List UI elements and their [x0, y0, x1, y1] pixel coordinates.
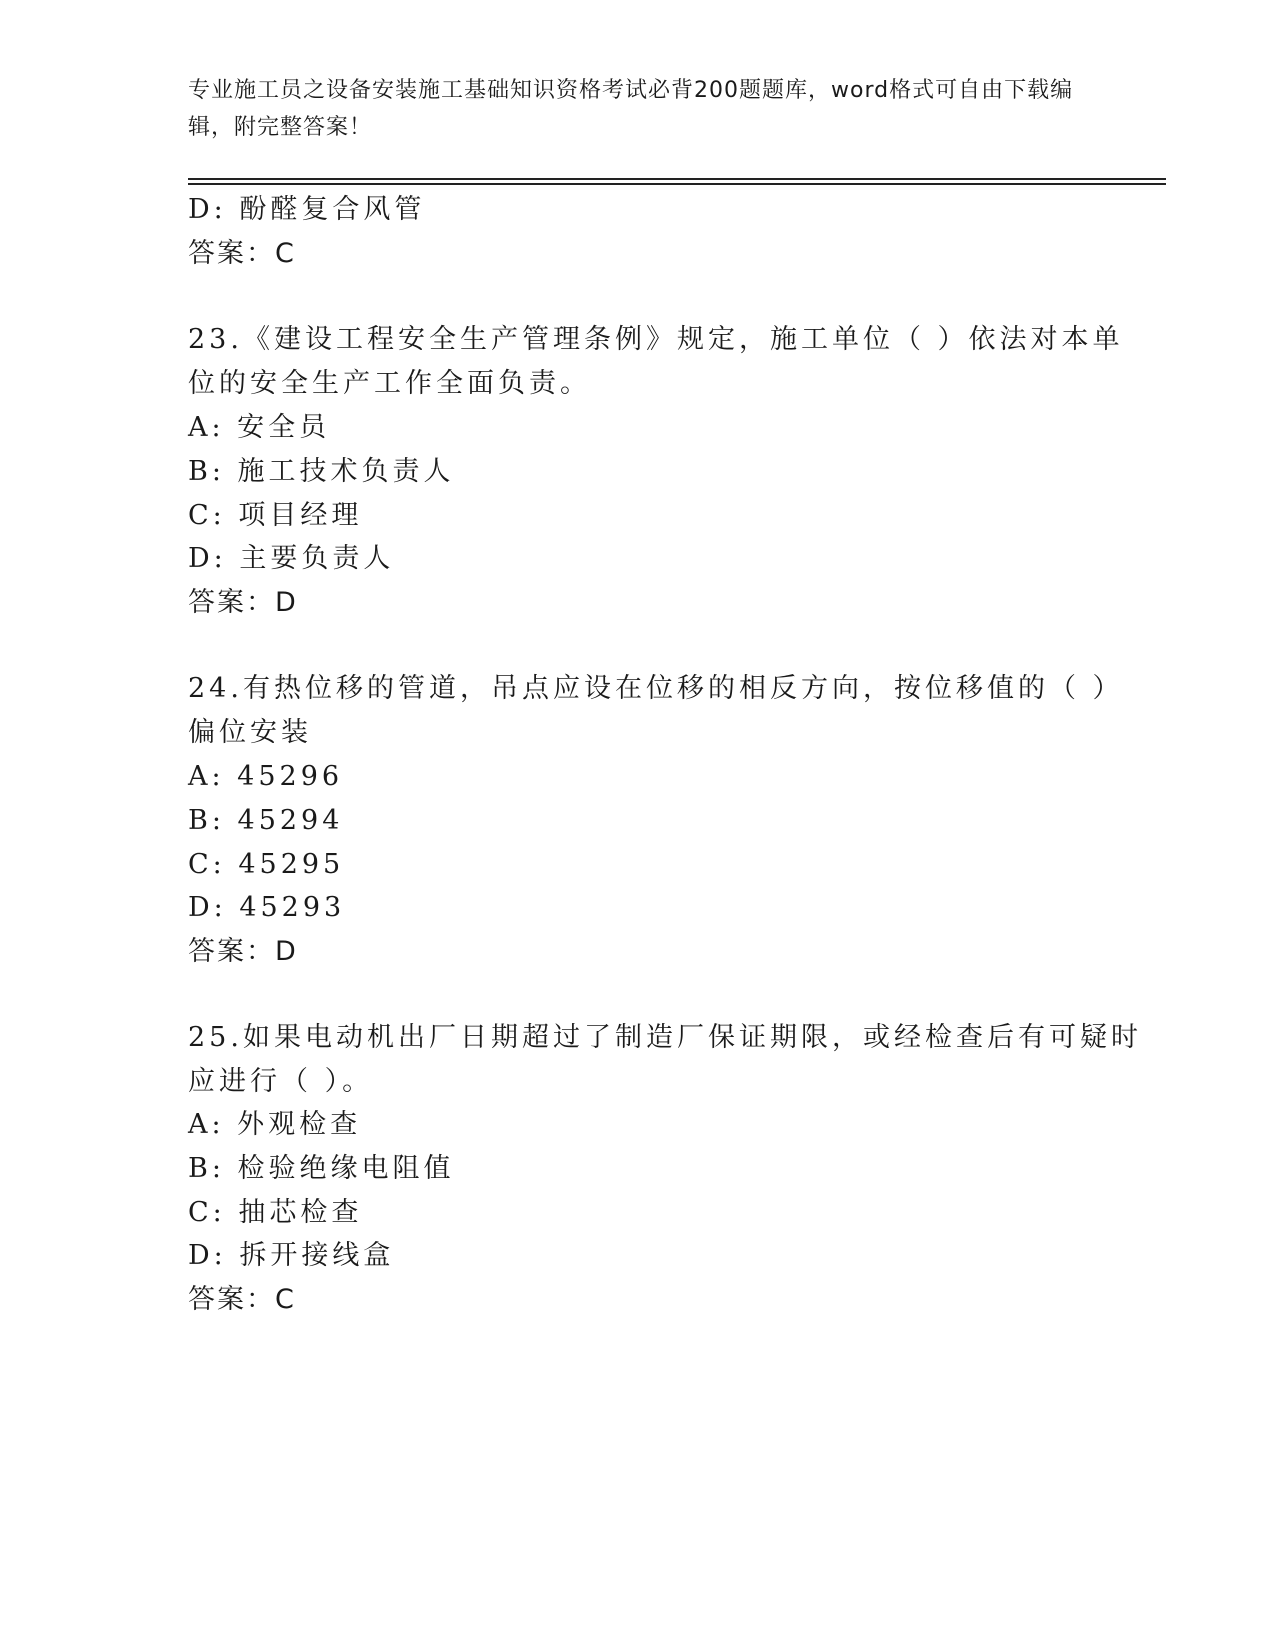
q24-text-line-1: 24.有热位移的管道，吊点应设在位移的相反方向，按位移值的（ ）	[188, 673, 1124, 704]
q25-text-line-2: 应进行（ ）。	[188, 1066, 374, 1097]
q23-option-a: A: 安全员	[188, 412, 331, 443]
q23-option-b: B: 施工技术负责人	[188, 456, 455, 487]
q25-option-d: D: 拆开接线盒	[188, 1240, 395, 1271]
q24-option-a: A: 45296	[188, 761, 344, 792]
q24-option-d: D: 45293	[188, 892, 346, 923]
prev-option-d: D: 酚醛复合风管	[188, 194, 426, 225]
q25-option-b: B: 检验绝缘电阻值	[188, 1153, 455, 1184]
header-rule-bottom	[188, 183, 1166, 185]
q23-text-line-1: 23.《建设工程安全生产管理条例》规定，施工单位（ ）依法对本单	[188, 324, 1124, 355]
q23-option-d: D: 主要负责人	[188, 543, 395, 574]
q24-option-c: C: 45295	[188, 849, 345, 880]
q25-text-line-1: 25.如果电动机出厂日期超过了制造厂保证期限，或经检查后有可疑时	[188, 1022, 1142, 1053]
q23-text-line-2: 位的安全生产工作全面负责。	[188, 368, 591, 399]
header-rule-top	[188, 178, 1166, 180]
q24-answer: 答案：D	[188, 936, 298, 967]
prev-answer: 答案：C	[188, 238, 296, 269]
q25-option-c: C: 抽芯检查	[188, 1197, 363, 1228]
q24-option-b: B: 45294	[188, 805, 344, 836]
q23-option-c: C: 项目经理	[188, 500, 363, 531]
page-header-title: 专业施工员之设备安装施工基础知识资格考试必背200题题库，word格式可自由下载编辑，附完整答案！	[188, 78, 1074, 140]
q25-answer: 答案：C	[188, 1284, 296, 1315]
q24-text-line-2: 偏位安装	[188, 717, 312, 748]
q25-option-a: A: 外观检查	[188, 1109, 362, 1140]
q23-answer: 答案：D	[188, 587, 298, 618]
